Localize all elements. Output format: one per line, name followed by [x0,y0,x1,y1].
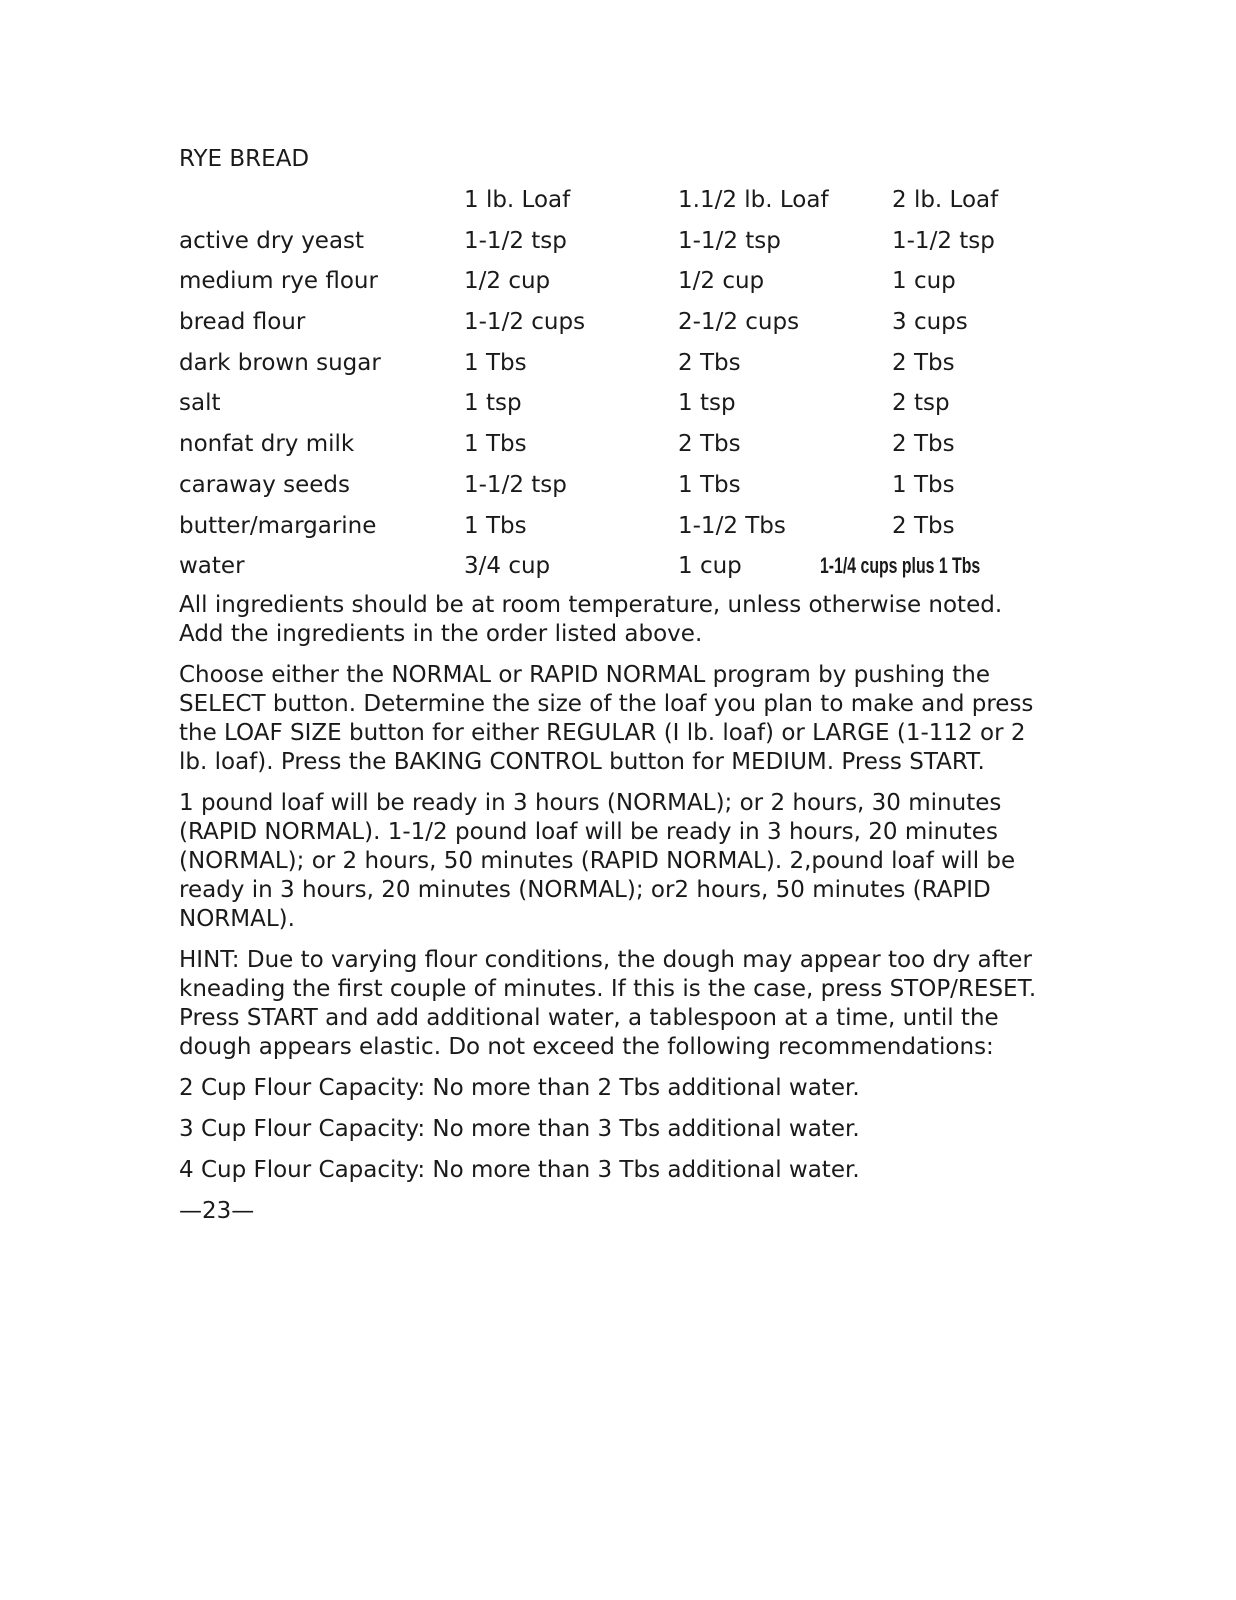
amount-1lb: 1 Tbs [464,349,527,376]
capacity-line: 3 Cup Flour Capacity: No more than 3 Tbs additional water. [179,1115,860,1142]
table-row [179,466,1049,507]
amount-1-5lb: 1 cup [678,553,742,580]
amount-2lb: 1 cup [892,268,956,295]
ingredient-name: butter/margarine [179,512,377,539]
amount-1lb: 1-1/2 tsp [464,471,567,498]
amount-2lb: 1-1/2 tsp [892,227,995,254]
ingredient-name: water [179,553,245,580]
amount-1lb: 3/4 cup [464,553,551,580]
table-row [179,262,1049,303]
table-row [179,344,1049,385]
amount-1-5lb: 1 tsp [678,390,736,417]
ingredient-name: bread flour [179,309,306,336]
amount-1-5lb: 1 Tbs [678,471,741,498]
amount-2lb: 2 Tbs [892,431,955,458]
table-row [179,425,1049,466]
document-page [179,140,1049,1226]
amount-1-5lb: 2 Tbs [678,431,741,458]
amount-1lb: 1-1/2 cups [464,309,586,336]
recipe-title: RYE BREAD [179,146,310,172]
program-paragraph: Choose either the NORMAL or RAPID NORMAL program by pushing the SELECT button. Determine the size of the loaf you plan to make and press the LOAF SIZE button for either REGULAR (I lb. loaf) or LARGE (1-112 or 2 lb. loaf). Press the BAKING CONTROL button for MEDIUM. Press START. [179,661,1034,775]
ingredient-name: caraway seeds [179,471,350,498]
table-row [179,222,1049,263]
amount-1-5lb: 1-1/2 Tbs [678,512,786,539]
table-row [179,547,1049,588]
amount-2lb: 1 Tbs [892,471,955,498]
amount-1lb: 1-1/2 tsp [464,227,567,254]
amount-1-5lb: 2 Tbs [678,349,741,376]
table-row [179,303,1049,344]
amount-1-5lb: 1/2 cup [678,268,765,295]
header-1-5lb: 1.1/2 lb. Loaf [678,187,829,213]
table-row [179,384,1049,425]
ingredient-name: medium rye flour [179,268,378,295]
ingredient-name: active dry yeast [179,227,365,254]
table-row [179,507,1049,548]
ingredient-name: salt [179,390,221,417]
amount-1lb: 1 tsp [464,390,522,417]
amount-2lb: 2 Tbs [892,349,955,376]
room-temperature-paragraph: All ingredients should be at room temperature, unless otherwise noted. Add the ingredients in the order listed above. [179,591,1003,647]
table-header-row [179,181,1049,222]
amount-1lb: 1 Tbs [464,431,527,458]
amount-2lb: 3 cups [892,309,968,336]
header-2lb: 2 lb. Loaf [892,187,999,213]
amount-1-5lb: 2-1/2 cups [678,309,800,336]
amount-1lb: 1/2 cup [464,268,551,295]
capacity-line: 4 Cup Flour Capacity: No more than 3 Tbs additional water. [179,1156,860,1183]
timing-paragraph: 1 pound loaf will be ready in 3 hours (NORMAL); or 2 hours, 30 minutes (RAPID NORMAL). 1-1/2 pound loaf will be ready in 3 hours, 20 minutes (NORMAL); or 2 hours, 50 minutes (RAPID NORMAL). 2,pound loaf will be ready in 3 hours, 20 minutes (NORMAL); or2 hours, 50 minutes (RAPID NORMAL). [179,789,1016,932]
amount-2lb: 2 Tbs [892,512,955,539]
amount-2lb: 1-1/4 cups plus 1 Tbs [820,553,981,579]
header-1lb: 1 lb. Loaf [464,187,571,213]
amount-1-5lb: 1-1/2 tsp [678,227,781,254]
ingredient-name: dark brown sugar [179,349,381,376]
amount-1lb: 1 Tbs [464,512,527,539]
page-number: —23— [179,1197,255,1224]
capacity-line: 2 Cup Flour Capacity: No more than 2 Tbs additional water. [179,1074,860,1101]
hint-paragraph: HINT: Due to varying flour conditions, the dough may appear too dry after kneading the first couple of minutes. If this is the case, press STOP/RESET. Press START and add additional water, a tablespoon at a time, until the dough appears elastic. Do not exceed the following recommendations: [179,946,1037,1060]
amount-2lb: 2 tsp [892,390,950,417]
ingredients-table [179,181,1049,588]
ingredient-name: nonfat dry milk [179,431,355,458]
